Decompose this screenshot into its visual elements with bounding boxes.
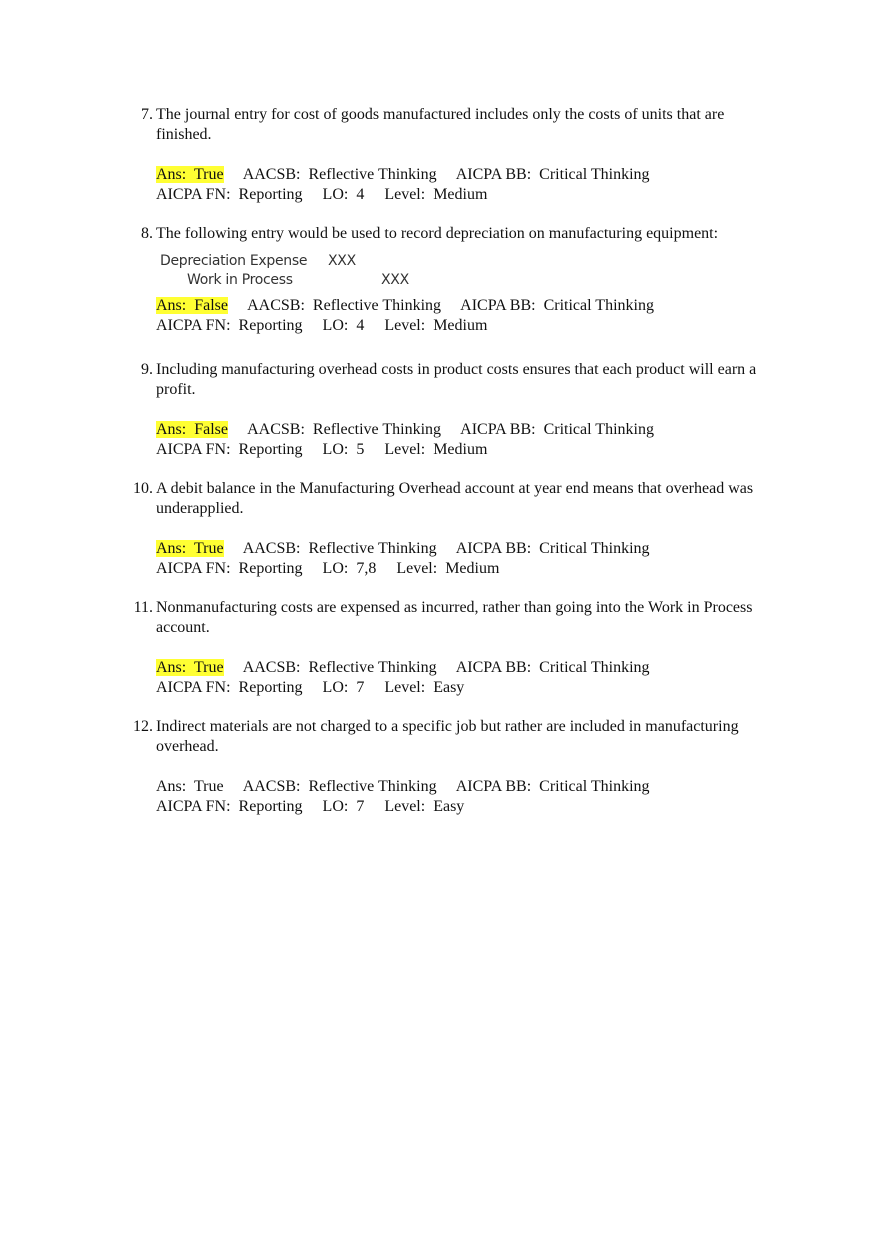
journal-entry bbox=[160, 252, 409, 290]
meta-line1: AACSB: Reflective Thinking AICPA BB: Critical Thinking bbox=[223, 659, 650, 676]
question-text: The following entry would be used to record depreciation on manufacturing equipment: bbox=[156, 225, 719, 242]
question-7 bbox=[120, 105, 780, 205]
answer-label: Ans: True bbox=[156, 659, 224, 676]
credit-amount: XXX bbox=[381, 272, 409, 288]
question-text: A debit balance in the Manufacturing Overhead account at year end means that overhead was underapplied. bbox=[156, 480, 754, 517]
answer-label: Ans: True bbox=[156, 778, 224, 795]
answer-meta bbox=[156, 539, 780, 559]
question-number: 8. bbox=[141, 225, 153, 242]
meta-line2: AICPA FN: Reporting LO: 7 Level: Easy bbox=[156, 798, 465, 815]
question-text: Including manufacturing overhead costs in product costs ensures that each product will earn a profit. bbox=[156, 361, 757, 398]
answer-meta bbox=[156, 296, 780, 316]
meta-line2: AICPA FN: Reporting LO: 4 Level: Medium bbox=[156, 317, 488, 334]
question-number: 9. bbox=[141, 361, 153, 378]
question-8 bbox=[120, 224, 780, 336]
question-12 bbox=[120, 717, 780, 817]
meta-line1: AACSB: Reflective Thinking AICPA BB: Critical Thinking bbox=[228, 297, 654, 314]
question-text: Indirect materials are not charged to a specific job but rather are included in manufacturing overhead. bbox=[156, 718, 739, 755]
answer-label: Ans: False bbox=[156, 421, 228, 438]
meta-line2: AICPA FN: Reporting LO: 7 Level: Easy bbox=[156, 679, 465, 696]
meta-line2: AICPA FN: Reporting LO: 7,8 Level: Medium bbox=[156, 560, 500, 577]
credit-account: Work in Process bbox=[187, 272, 293, 288]
question-text: Nonmanufacturing costs are expensed as incurred, rather than going into the Work in Process account. bbox=[156, 599, 753, 636]
question-text: The journal entry for cost of goods manufactured includes only the costs of units that are finished. bbox=[156, 106, 725, 143]
answer-meta bbox=[156, 165, 780, 185]
answer-meta bbox=[156, 658, 780, 678]
meta-line1: AACSB: Reflective Thinking AICPA BB: Critical Thinking bbox=[223, 166, 650, 183]
answer-label: Ans: True bbox=[156, 540, 224, 557]
question-number: 11. bbox=[133, 599, 153, 616]
meta-line2: AICPA FN: Reporting LO: 4 Level: Medium bbox=[156, 186, 488, 203]
answer-meta bbox=[156, 420, 780, 440]
meta-line1: AACSB: Reflective Thinking AICPA BB: Critical Thinking bbox=[223, 540, 650, 557]
question-9 bbox=[120, 360, 780, 460]
answer-label: Ans: False bbox=[156, 297, 228, 314]
question-number: 10. bbox=[133, 480, 153, 497]
question-number: 12. bbox=[133, 718, 153, 735]
answer-meta bbox=[156, 777, 780, 797]
meta-line1: AACSB: Reflective Thinking AICPA BB: Critical Thinking bbox=[228, 421, 654, 438]
meta-line2: AICPA FN: Reporting LO: 5 Level: Medium bbox=[156, 441, 488, 458]
answer-label: Ans: True bbox=[156, 166, 224, 183]
debit-amount: XXX bbox=[328, 253, 356, 269]
question-10 bbox=[120, 479, 780, 579]
meta-line1: AACSB: Reflective Thinking AICPA BB: Critical Thinking bbox=[223, 778, 650, 795]
debit-account: Depreciation Expense bbox=[160, 253, 308, 269]
question-number: 7. bbox=[141, 106, 153, 123]
question-11 bbox=[120, 598, 780, 698]
